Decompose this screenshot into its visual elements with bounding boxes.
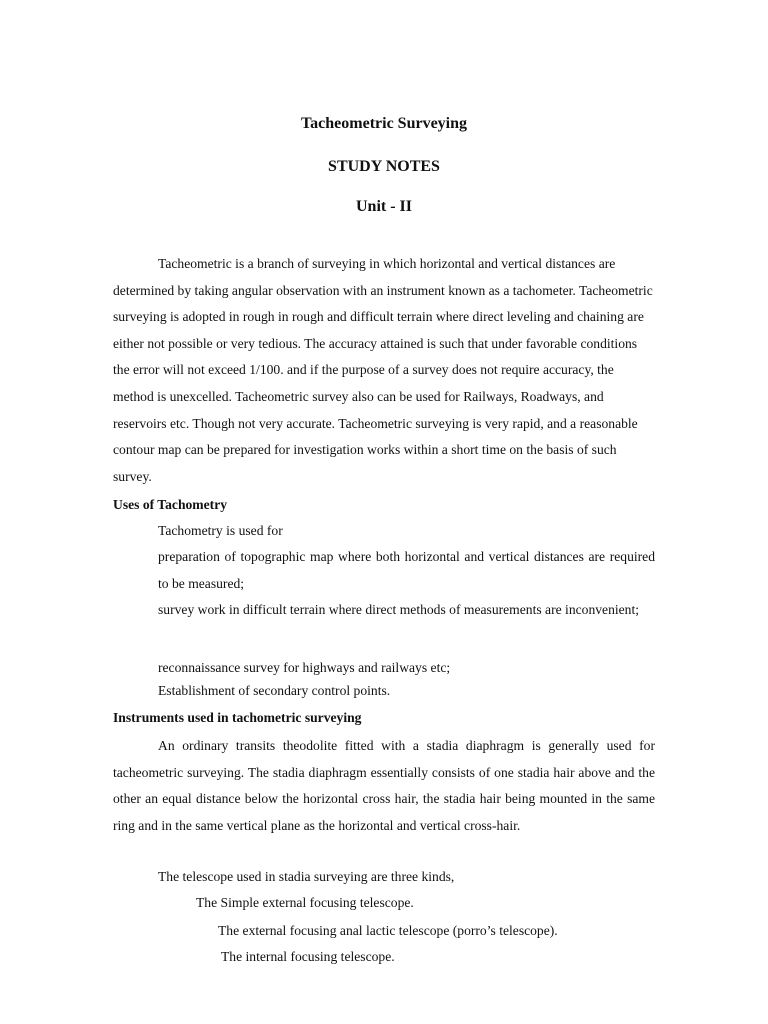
- telescope-item-1: The Simple external focusing telescope.: [196, 895, 414, 910]
- document-subtitle: STUDY NOTES: [328, 158, 440, 175]
- instruments-heading: Instruments used in tachometric surveying: [113, 710, 362, 725]
- unit-label: Unit - II: [355, 198, 412, 215]
- uses-item-2: survey work in difficult terrain where direct methods of measurements are inconvenient;: [158, 602, 640, 617]
- uses-item-4: Establishment of secondary control points.: [158, 683, 391, 698]
- telescope-item-3: The internal focusing telescope.: [221, 949, 395, 964]
- instruments-paragraph: An ordinary transits theodolite fitted with a stadia diaphragm is generally used for tacheometric surveying. The stadia diaphragm essentially consists of one stadia hair above and the other an equal distance below the horizontal cross hair, the stadia hair being mounted in the same ring and in the same vertical plane as the horizontal and vertical cross-hair.: [113, 738, 655, 833]
- intro-paragraph: Tacheometric is a branch of surveying in which horizontal and vertical distances are determined by taking angular observation with an instrument known as a tachometer. Tacheometric surveying is adopted in rough in rough and difficult terrain where direct leveling and chaining are either not possible or very tedious. The accuracy attained is such that under favorable conditions the error will not exceed 1/100. and if the purpose of a survey does not require accuracy, the method is unexcelled. Tacheometric survey also can be used for Railways, Roadways, and reservoirs etc. Though not very accurate. Tacheometric surveying is very rapid, and a reasonable contour map can be prepared for investigation works within a short time on the basis of such survey.: [113, 256, 653, 484]
- document-title: Tacheometric Surveying: [300, 115, 468, 132]
- uses-item-1: preparation of topographic map where both horizontal and vertical distances are required to be measured;: [158, 549, 655, 591]
- uses-lead: Tachometry is used for: [158, 523, 283, 538]
- telescope-item-2: The external focusing anal lactic telescope (porro’s telescope).: [218, 923, 558, 938]
- uses-item-3: reconnaissance survey for highways and railways etc;: [158, 660, 451, 675]
- telescope-lead: The telescope used in stadia surveying are three kinds,: [158, 869, 455, 884]
- uses-heading: Uses of Tachometry: [113, 497, 228, 512]
